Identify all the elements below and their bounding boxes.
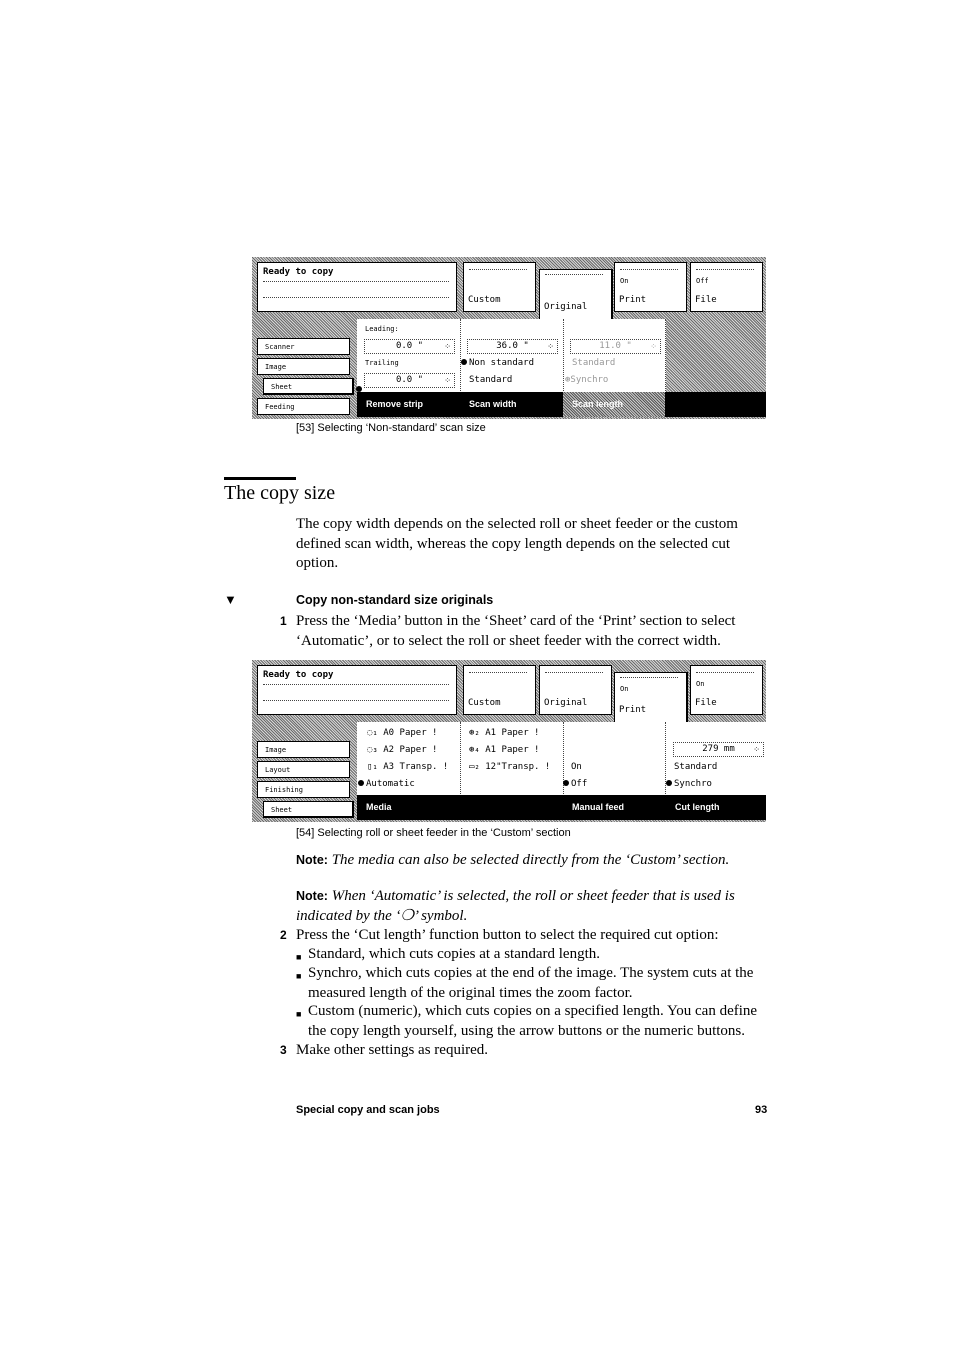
scan-width-button[interactable]: Scan width [460, 392, 562, 417]
tab-finishing[interactable]: Finishing [257, 781, 350, 798]
media-option[interactable]: ◌₃ A2 Paper ! [367, 745, 438, 755]
media-option[interactable]: ⊛₄ A1 Paper ! [469, 745, 540, 755]
figure-caption-53: [53] Selecting ‘Non-standard’ scan size [296, 422, 486, 434]
media-button[interactable]: Media [357, 795, 562, 820]
figure-caption-54: [54] Selecting roll or sheet feeder in the ‘Custom’ section [296, 827, 571, 839]
section-rule [224, 477, 296, 480]
cut-synchro[interactable]: Synchro [666, 779, 712, 789]
media-option-automatic[interactable]: Automatic [358, 779, 415, 789]
manual-feed-button[interactable]: Manual feed [563, 795, 665, 820]
step-number: 1 [280, 614, 287, 628]
leading-field[interactable]: 0.0 " ⁘ [364, 339, 455, 354]
step-2-text: Press the ‘Cut length’ function button to select the required cut option: [296, 927, 719, 943]
procedure-title: Copy non-standard size originals [296, 593, 494, 607]
width-field[interactable]: 36.0 " ⁘ [467, 339, 558, 354]
settings-area: Leading: 0.0 " ⁘ Trailing 0.0 " ⁘ 36.0 " ⁘ Non standard Standard 11.0 " ⁘ Standard ⊛Synchro [357, 319, 666, 393]
step-number: 3 [280, 1043, 287, 1057]
tab-image[interactable]: Image [257, 741, 350, 758]
step-3-text: Make other settings as required. [296, 1042, 489, 1058]
step-number: 2 [280, 928, 287, 942]
card-original[interactable]: Original [539, 665, 612, 715]
card-original-selected[interactable]: Original [539, 269, 613, 322]
status-box [257, 665, 457, 715]
tab-feeding[interactable]: Feeding [257, 398, 350, 415]
status-text: Ready to copy [263, 267, 334, 277]
footer-section-title: Special copy and scan jobs [296, 1104, 440, 1116]
note-1: Note: The media can also be selected directly from the ‘Custom’ section. [296, 852, 730, 868]
width-option-standard[interactable]: Standard [469, 375, 513, 385]
tab-image[interactable]: Image [257, 358, 350, 375]
intro-paragraph: The copy width depends on the selected roll or sheet feeder or the custom defined scan width, whereas the copy length depends on the selected cut option. [296, 516, 738, 571]
settings-area [357, 722, 766, 796]
procedure-marker-icon: ▼ [224, 592, 237, 607]
status-text: Ready to copy [263, 670, 334, 680]
manual-feed-off[interactable]: Off [563, 779, 587, 789]
screenshot-53 [252, 257, 766, 419]
media-option[interactable]: ◌₁ A0 Paper ! [367, 728, 438, 738]
tab-sheet-selected[interactable]: Sheet [263, 378, 354, 395]
length-field: 11.0 " ⁘ [570, 339, 661, 354]
scan-length-button[interactable]: Scan length [563, 392, 665, 417]
card-print[interactable]: On Print [614, 262, 687, 312]
tab-layout[interactable]: Layout [257, 761, 350, 778]
tab-sheet-selected[interactable]: Sheet [263, 801, 354, 818]
cut-length-field[interactable]: 279 mm ⁘ [673, 742, 764, 757]
bullet-item: ■ Synchro, which cuts copies at the end of the image. The system cuts at the measured length of the original times the zoom factor. [308, 964, 766, 1003]
page-number: 93 [755, 1104, 768, 1116]
media-option[interactable]: ▭₂ 12"Transp. ! [469, 762, 551, 772]
note-2: Note: When ‘Automatic’ is selected, the roll or sheet feeder that is used is indicated by the ‘❍’ symbol. [296, 888, 735, 924]
media-option[interactable]: ▯₁ A3 Transp. ! [367, 762, 449, 772]
bullet-item: ■ Custom (numeric), which cuts copies on a specified length. You can define the copy length yourself, using the arrow buttons or the numeric buttons. [308, 1002, 766, 1041]
card-custom[interactable]: Custom [463, 665, 536, 715]
status-box [257, 262, 457, 312]
trailing-field[interactable]: 0.0 " ⁘ [364, 373, 455, 388]
manual-feed-on[interactable]: On [571, 762, 582, 772]
width-option-nonstandard[interactable]: Non standard [461, 358, 534, 368]
remove-strip-button[interactable]: Remove strip [357, 392, 459, 417]
tab-scanner[interactable]: Scanner [257, 338, 350, 355]
cut-standard[interactable]: Standard [674, 762, 718, 772]
media-option[interactable]: ⊛₂ A1 Paper ! [469, 728, 540, 738]
bullet-item: ■ Standard, which cuts copies at a standard length. [308, 945, 766, 965]
section-title: The copy size [224, 482, 336, 504]
card-file[interactable]: Off File [690, 262, 763, 312]
card-custom[interactable]: Custom [463, 262, 536, 312]
card-file[interactable]: On File [690, 665, 763, 715]
step-1-text: Press the ‘Media’ button in the ‘Sheet’ card of the ‘Print’ section to select ‘Automatic’, or to select the roll or sheet feeder with the correct width. [296, 613, 736, 649]
screenshot-54 [252, 660, 766, 822]
cut-length-button[interactable]: Cut length [666, 795, 766, 820]
card-print-selected[interactable]: On Print [614, 672, 688, 725]
